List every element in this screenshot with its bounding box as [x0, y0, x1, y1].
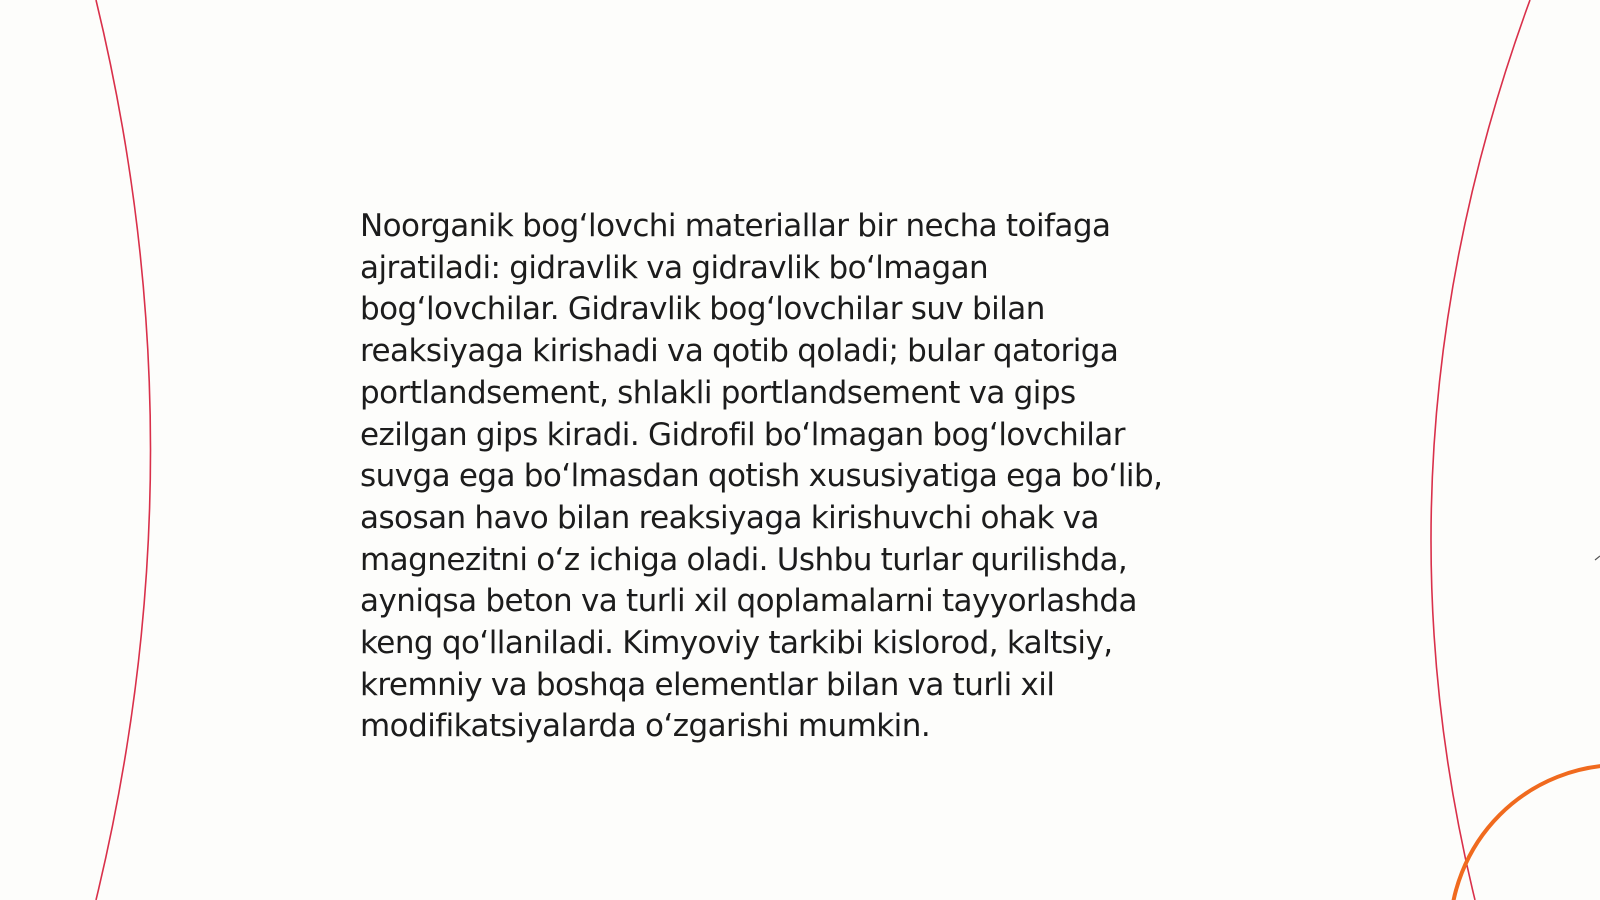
- body-line: magnezitni o‘z ichiga oladi. Ushbu turlar qurilishda,: [360, 541, 1128, 578]
- orange-circle-outline: [1450, 765, 1600, 900]
- body-line: ezilgan gips kiradi. Gidrofil bo‘lmagan bog‘lovchilar: [360, 416, 1125, 453]
- body-line: asosan havo bilan reaksiyaga kirishuvchi ohak va: [360, 499, 1099, 536]
- body-line: reaksiyaga kirishadi va qotib qoladi; bular qatoriga: [360, 333, 1119, 370]
- body-line: ajratiladi: gidravlik va gidravlik bo‘lmagan: [360, 249, 989, 286]
- body-line: portlandsement, shlakli portlandsement va gips: [360, 374, 1076, 411]
- body-line: kremniy va boshqa elementlar bilan va turli xil: [360, 666, 1055, 703]
- body-line: suvga ega bo‘lmasdan qotish xususiyatiga ega bo‘lib,: [360, 458, 1163, 495]
- body-line: bog‘lovchilar. Gidravlik bog‘lovchilar suv bilan: [360, 291, 1045, 328]
- body-line: modifikatsiyalarda o‘zgarishi mumkin.: [360, 708, 931, 745]
- body-line: keng qo‘llaniladi. Kimyoviy tarkibi kislorod, kaltsiy,: [360, 625, 1113, 662]
- left-curve-line: [96, 0, 151, 900]
- body-paragraph: [360, 206, 1240, 748]
- body-line: Noorganik bog‘lovchi materiallar bir necha toifaga: [360, 208, 1111, 244]
- right-curve-line: [1431, 0, 1530, 900]
- right-edge-tick-mark: [1595, 556, 1600, 560]
- body-line: ayniqsa beton va turli xil qoplamalarni tayyorlashda: [360, 583, 1137, 620]
